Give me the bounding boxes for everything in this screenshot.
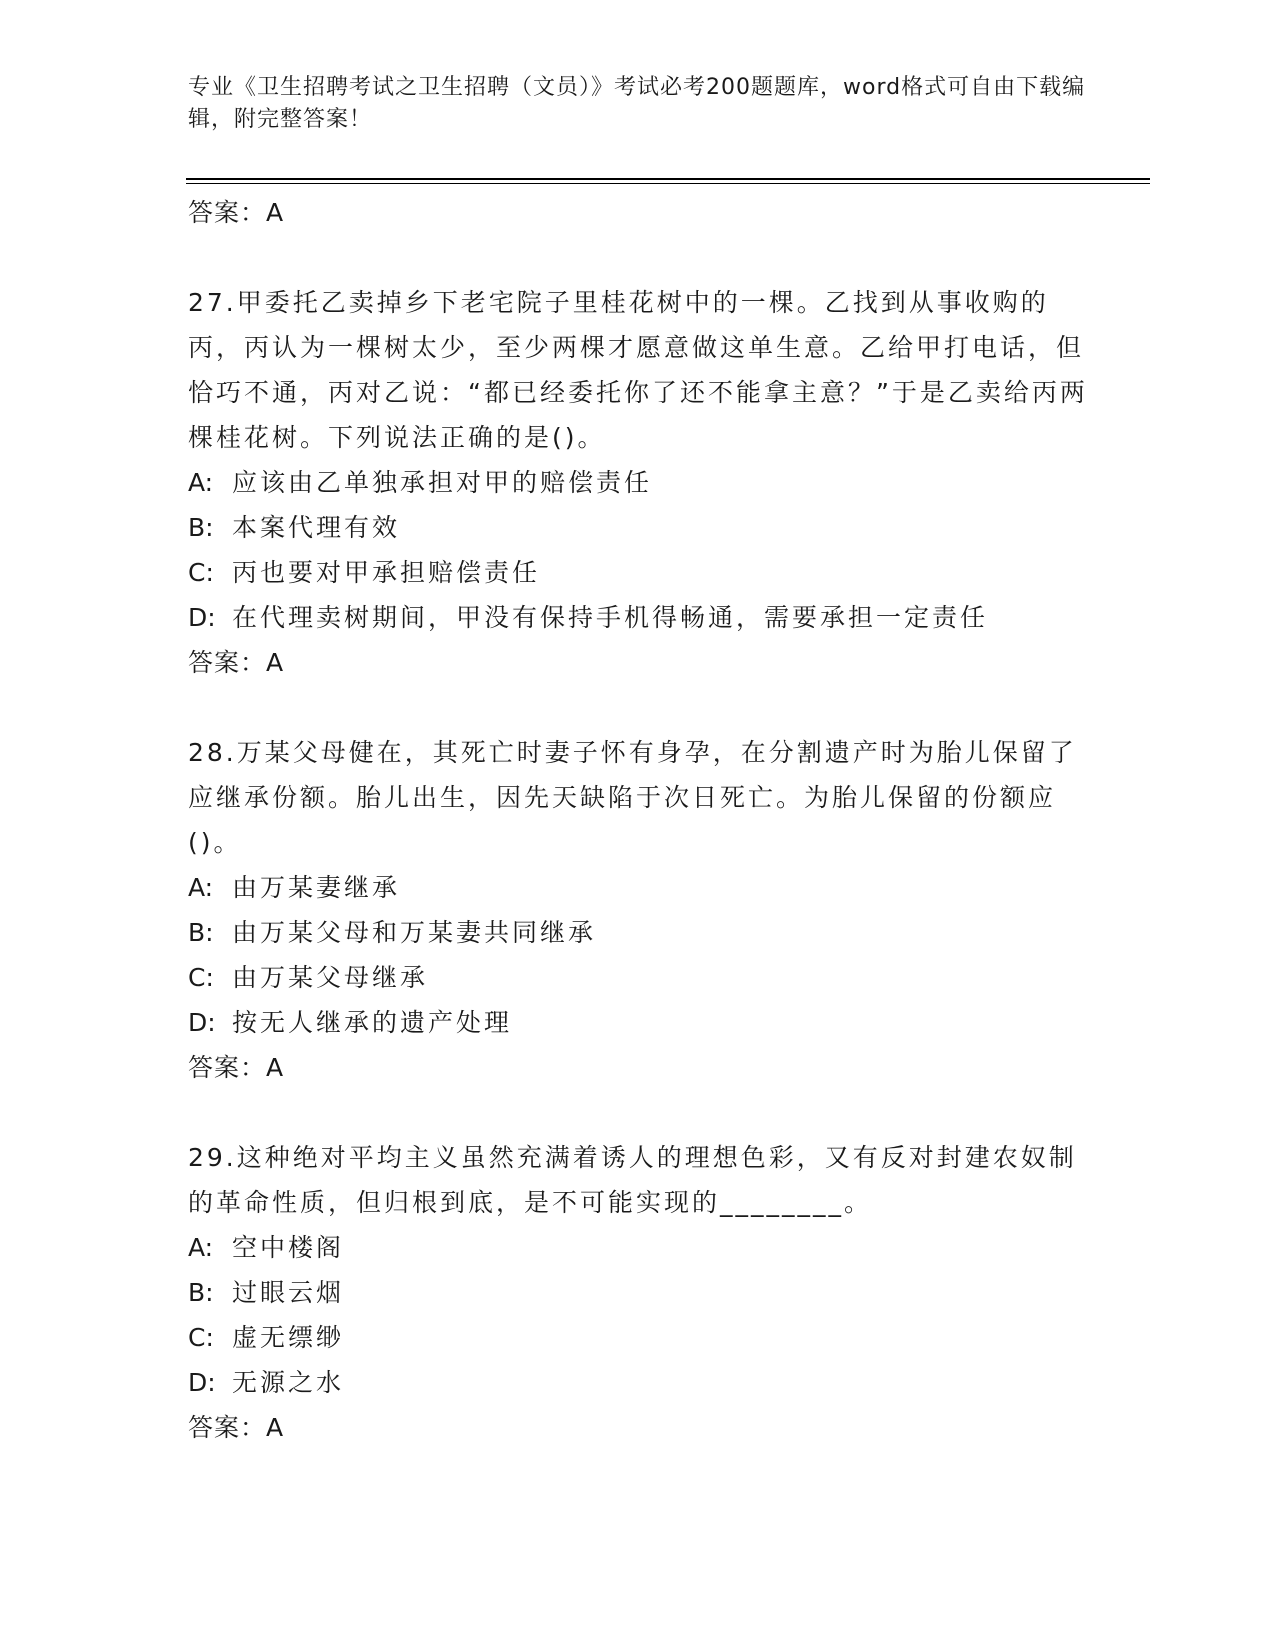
question-list	[188, 190, 1088, 1451]
option-text: 丙也要对甲承担赔偿责任	[232, 558, 541, 587]
question-28	[188, 730, 1088, 1091]
option-label: C:	[188, 1323, 214, 1352]
option-text: 应该由乙单独承担对甲的赔偿责任	[232, 468, 653, 497]
option-label: D:	[188, 1368, 216, 1397]
option-text: 由万某妻继承	[232, 873, 401, 902]
option-c	[188, 1315, 1088, 1360]
answer-line: 答案：A	[188, 198, 285, 227]
option-label: A:	[188, 1233, 214, 1262]
option-label: C:	[188, 558, 214, 587]
option-text: 过眼云烟	[232, 1278, 345, 1307]
answer-line: 答案：A	[188, 648, 285, 677]
option-d	[188, 595, 1088, 640]
option-b	[188, 910, 1088, 955]
page-header: 专业《卫生招聘考试之卫生招聘（文员）》考试必考200题题库，word格式可自由下载编辑，附完整答案！	[188, 75, 1086, 132]
option-text: 无源之水	[232, 1368, 345, 1397]
question-stem: 28.万某父母健在，其死亡时妻子怀有身孕，在分割遗产时为胎儿保留了应继承份额。胎儿出生，因先天缺陷于次日死亡。为胎儿保留的份额应()。	[188, 738, 1077, 857]
option-text: 虚无缥缈	[232, 1323, 345, 1352]
option-d	[188, 1000, 1088, 1045]
option-label: D:	[188, 603, 216, 632]
option-b	[188, 505, 1088, 550]
question-stem: 27.甲委托乙卖掉乡下老宅院子里桂花树中的一棵。乙找到从事收购的丙，丙认为一棵树太少，至少两棵才愿意做这单生意。乙给甲打电话，但恰巧不通，丙对乙说：“都已经委托你了还不能拿主意？”于是乙卖给丙两棵桂花树。下列说法正确的是()。	[188, 288, 1088, 452]
option-a	[188, 865, 1088, 910]
option-text: 本案代理有效	[232, 513, 401, 542]
header-rule-thin	[186, 183, 1150, 184]
option-label: B:	[188, 513, 214, 542]
option-label: B:	[188, 1278, 214, 1307]
option-label: A:	[188, 468, 214, 497]
question-stem: 29.这种绝对平均主义虽然充满着诱人的理想色彩，又有反对封建农奴制的革命性质，但归根到底，是不可能实现的________。	[188, 1143, 1077, 1217]
option-label: C:	[188, 963, 214, 992]
option-text: 空中楼阁	[232, 1233, 345, 1262]
option-b	[188, 1270, 1088, 1315]
option-c	[188, 550, 1088, 595]
option-text: 在代理卖树期间，甲没有保持手机得畅通，需要承担一定责任	[232, 603, 989, 632]
option-label: B:	[188, 918, 214, 947]
question-27	[188, 280, 1088, 686]
option-text: 由万某父母继承	[232, 963, 429, 992]
question-29	[188, 1135, 1088, 1451]
option-a	[188, 460, 1088, 505]
option-text: 按无人继承的遗产处理	[232, 1008, 513, 1037]
option-a	[188, 1225, 1088, 1270]
option-label: A:	[188, 873, 214, 902]
option-text: 由万某父母和万某妻共同继承	[232, 918, 597, 947]
answer-line: 答案：A	[188, 1413, 285, 1442]
answer-line: 答案：A	[188, 1053, 285, 1082]
header-rule-thick	[186, 178, 1150, 180]
option-d	[188, 1360, 1088, 1405]
option-c	[188, 955, 1088, 1000]
option-label: D:	[188, 1008, 216, 1037]
